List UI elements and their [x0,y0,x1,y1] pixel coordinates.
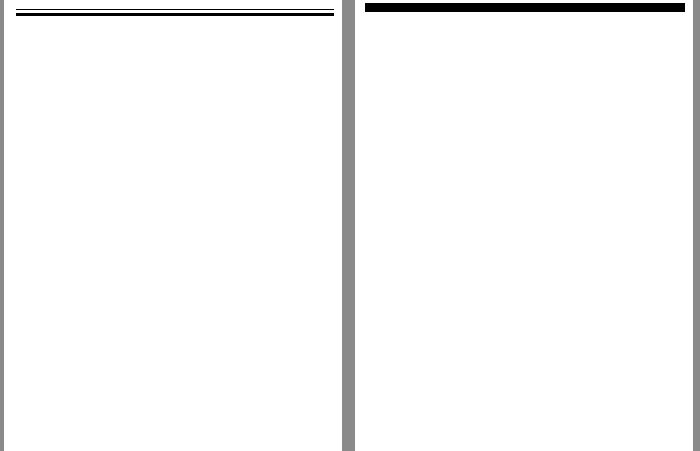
table-row [17,15,231,16]
lesson-table [16,13,334,16]
document-page-left [4,0,342,451]
student-cell-activity-2 [581,11,684,12]
divider [16,9,334,10]
teacher-cell-activity-2 [366,11,582,12]
document-page-right [355,0,693,451]
table-row [366,11,685,12]
lesson-table-continued [365,3,685,12]
left-page-content [4,0,342,16]
table-cell-empty [231,15,334,16]
right-page-content [355,0,693,12]
